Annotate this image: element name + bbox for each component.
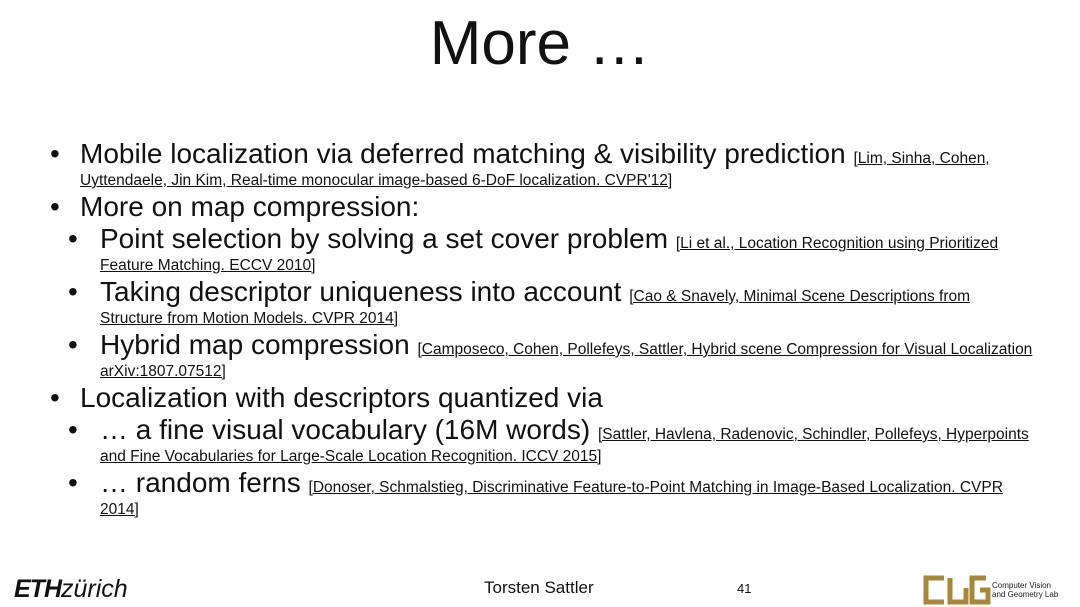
slide-title: More … bbox=[429, 9, 651, 78]
item-text: … a fine visual vocabulary (16M words) bbox=[100, 414, 598, 445]
bullet-icon: • bbox=[68, 276, 78, 307]
page-number: 41 bbox=[737, 581, 752, 596]
item-text: Mobile localization via deferred matching & visibility prediction bbox=[80, 138, 854, 169]
list-item bbox=[46, 191, 1036, 223]
reference-link[interactable]: [Sattler, Havlena, Radenovic, Schindler, Pollefeys, Hyperpoints and Fine Vocabularies for Large-Scale Location Recognition. ICCV 2015] bbox=[100, 426, 1029, 465]
reference-link[interactable]: [Li et al., Location Recognition using Prioritized Feature Matching. ECCV 2010] bbox=[100, 235, 999, 274]
list-item bbox=[46, 138, 1036, 191]
author-name: Torsten Sattler bbox=[484, 578, 594, 597]
bullet-icon: • bbox=[68, 329, 78, 360]
lab-name-line1: Computer Vision bbox=[992, 581, 1051, 590]
item-text: Point selection by solving a set cover problem bbox=[100, 223, 676, 254]
list-item bbox=[46, 276, 1036, 329]
list-item bbox=[46, 467, 1036, 520]
reference-link[interactable]: [Cao & Snavely, Minimal Scene Descriptions from Structure from Motion Models. CVPR 2014] bbox=[100, 288, 971, 327]
lab-name bbox=[992, 581, 1058, 599]
bullet-list bbox=[46, 138, 1036, 520]
list-item bbox=[46, 414, 1036, 467]
list-item bbox=[46, 382, 1036, 414]
bullet-icon: • bbox=[50, 138, 60, 169]
item-text: Hybrid map compression bbox=[100, 329, 418, 360]
reference-link[interactable]: [Lim, Sinha, Cohen, Uyttendaele, Jin Kim, Real-time monocular image-based 6-DoF localization. CVPR'12] bbox=[80, 150, 990, 189]
item-text: … random ferns bbox=[100, 467, 309, 498]
bullet-icon: • bbox=[50, 382, 60, 413]
item-text: Localization with descriptors quantized via bbox=[80, 382, 603, 413]
zurich-logo-text: zürich bbox=[61, 575, 128, 603]
bullet-icon: • bbox=[68, 467, 78, 498]
list-item bbox=[46, 329, 1036, 382]
item-text: More on map compression: bbox=[80, 191, 420, 222]
bullet-icon: • bbox=[68, 223, 78, 254]
lab-name-line2: and Geometry Lab bbox=[992, 590, 1059, 599]
eth-logo-text: ETH bbox=[14, 575, 61, 603]
bullet-icon: • bbox=[68, 414, 78, 445]
reference-link[interactable]: [Donoser, Schmalstieg, Discriminative Feature-to-Point Matching in Image-Based Localization. CVPR 2014] bbox=[100, 479, 1003, 518]
bullet-icon: • bbox=[50, 191, 60, 222]
item-text: Taking descriptor uniqueness into account bbox=[100, 276, 630, 307]
list-item bbox=[46, 223, 1036, 276]
reference-link[interactable]: [Camposeco, Cohen, Pollefeys, Sattler, Hybrid scene Compression for Visual Localization arXiv:1807.07512] bbox=[100, 341, 1033, 380]
eth-zurich-logo bbox=[14, 574, 128, 604]
